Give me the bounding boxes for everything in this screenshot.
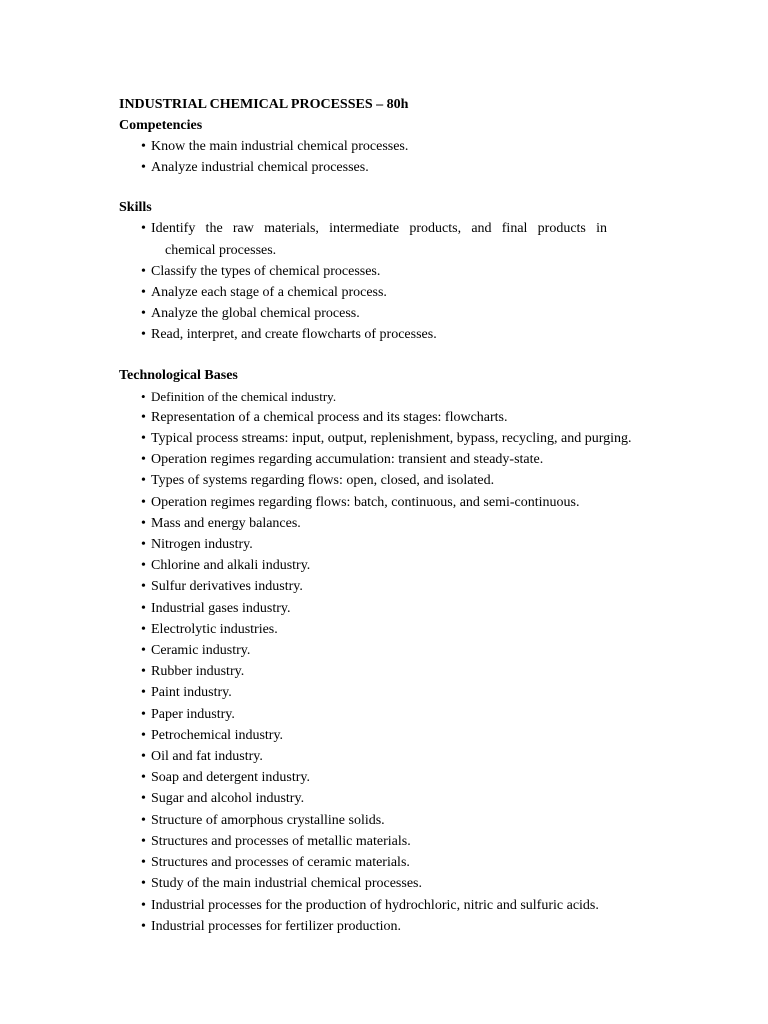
- bullet-icon: •: [141, 306, 146, 322]
- list-item: • Paper industry.: [119, 704, 679, 725]
- bullet-icon: •: [141, 855, 146, 871]
- bullet-icon: •: [141, 833, 146, 849]
- bullet-icon: •: [141, 621, 146, 637]
- technological-bases-heading: Technological Bases: [119, 367, 238, 383]
- list-item: • Industrial processes for fertilizer production.: [119, 916, 679, 937]
- bullet-icon: •: [141, 285, 146, 301]
- list-item: • Rubber industry.: [119, 661, 679, 682]
- bullet-icon: •: [141, 876, 146, 892]
- document-page: [119, 94, 679, 937]
- list-item: • Typical process streams: input, output, replenishment, bypass, recycling, and purging.: [119, 428, 679, 449]
- bullet-icon: •: [141, 791, 146, 807]
- bullet-icon: •: [141, 600, 146, 616]
- list-item: • Oil and fat industry.: [119, 746, 679, 767]
- bullet-icon: •: [141, 643, 146, 659]
- list-item: • Soap and detergent industry.: [119, 767, 679, 788]
- technological-bases-list: [119, 386, 679, 937]
- list-item: • Sulfur derivatives industry.: [119, 576, 679, 597]
- competencies-heading: Competencies: [119, 118, 203, 133]
- bullet-icon: •: [141, 160, 146, 176]
- bullet-icon: •: [141, 812, 146, 828]
- list-item: • Analyze each stage of a chemical process.: [119, 282, 679, 303]
- bullet-icon: •: [141, 685, 146, 701]
- bullet-icon: •: [141, 221, 146, 237]
- list-item: • Definition of the chemical industry.: [119, 386, 679, 407]
- list-item: • Classify the types of chemical processes.: [119, 261, 679, 282]
- skills-heading: Skills: [119, 200, 152, 216]
- list-item: • Nitrogen industry.: [119, 534, 679, 555]
- bullet-icon: •: [141, 749, 146, 765]
- list-item: • Electrolytic industries.: [119, 619, 679, 640]
- list-item: • Operation regimes regarding accumulation: transient and steady-state.: [119, 449, 679, 470]
- list-item: • Industrial gases industry.: [119, 598, 679, 619]
- list-item: • Identify the raw materials, intermediate products, and final products in chemical processes.: [119, 218, 607, 260]
- list-item: • Ceramic industry.: [119, 640, 679, 661]
- bullet-icon: •: [141, 494, 146, 510]
- bullet-icon: •: [141, 452, 146, 468]
- bullet-icon: •: [141, 579, 146, 595]
- list-item: • Representation of a chemical process and its stages: flowcharts.: [119, 407, 679, 428]
- list-item: • Paint industry.: [119, 682, 679, 703]
- list-item: • Sugar and alcohol industry.: [119, 788, 679, 809]
- bullet-icon: •: [141, 473, 146, 489]
- list-item: • Know the main industrial chemical processes.: [119, 136, 679, 157]
- list-item: • Petrochemical industry.: [119, 725, 679, 746]
- competencies-list: [119, 136, 679, 178]
- bullet-icon: •: [141, 558, 146, 574]
- bullet-icon: •: [141, 263, 146, 279]
- bullet-icon: •: [141, 139, 146, 154]
- list-item: • Read, interpret, and create flowcharts of processes.: [119, 324, 679, 345]
- bullet-icon: •: [141, 897, 146, 913]
- list-item: • Types of systems regarding flows: open, closed, and isolated.: [119, 470, 679, 491]
- list-item: • Industrial processes for the production of hydrochloric, nitric and sulfuric acids.: [119, 895, 679, 916]
- skills-list: [119, 218, 679, 345]
- bullet-icon: •: [141, 706, 146, 722]
- bullet-icon: •: [141, 537, 146, 553]
- bullet-icon: •: [141, 770, 146, 786]
- bullet-icon: •: [141, 664, 146, 680]
- list-item: • Analyze industrial chemical processes.: [119, 157, 679, 178]
- bullet-icon: •: [141, 727, 146, 743]
- list-item: • Study of the main industrial chemical processes.: [119, 873, 679, 894]
- list-item: • Structure of amorphous crystalline solids.: [119, 810, 679, 831]
- bullet-icon: •: [141, 409, 146, 425]
- bullet-icon: •: [141, 918, 146, 934]
- bullet-icon: •: [141, 515, 146, 531]
- document-title: INDUSTRIAL CHEMICAL PROCESSES – 80h: [119, 97, 409, 112]
- list-item: • Structures and processes of ceramic materials.: [119, 852, 679, 873]
- list-item: • Mass and energy balances.: [119, 513, 679, 534]
- bullet-icon: •: [141, 388, 146, 404]
- list-item: • Analyze the global chemical process.: [119, 303, 679, 324]
- list-item: • Chlorine and alkali industry.: [119, 555, 679, 576]
- bullet-icon: •: [141, 327, 146, 343]
- bullet-icon: •: [141, 431, 146, 447]
- list-item: • Structures and processes of metallic materials.: [119, 831, 679, 852]
- list-item: • Operation regimes regarding flows: batch, continuous, and semi-continuous.: [119, 492, 679, 513]
